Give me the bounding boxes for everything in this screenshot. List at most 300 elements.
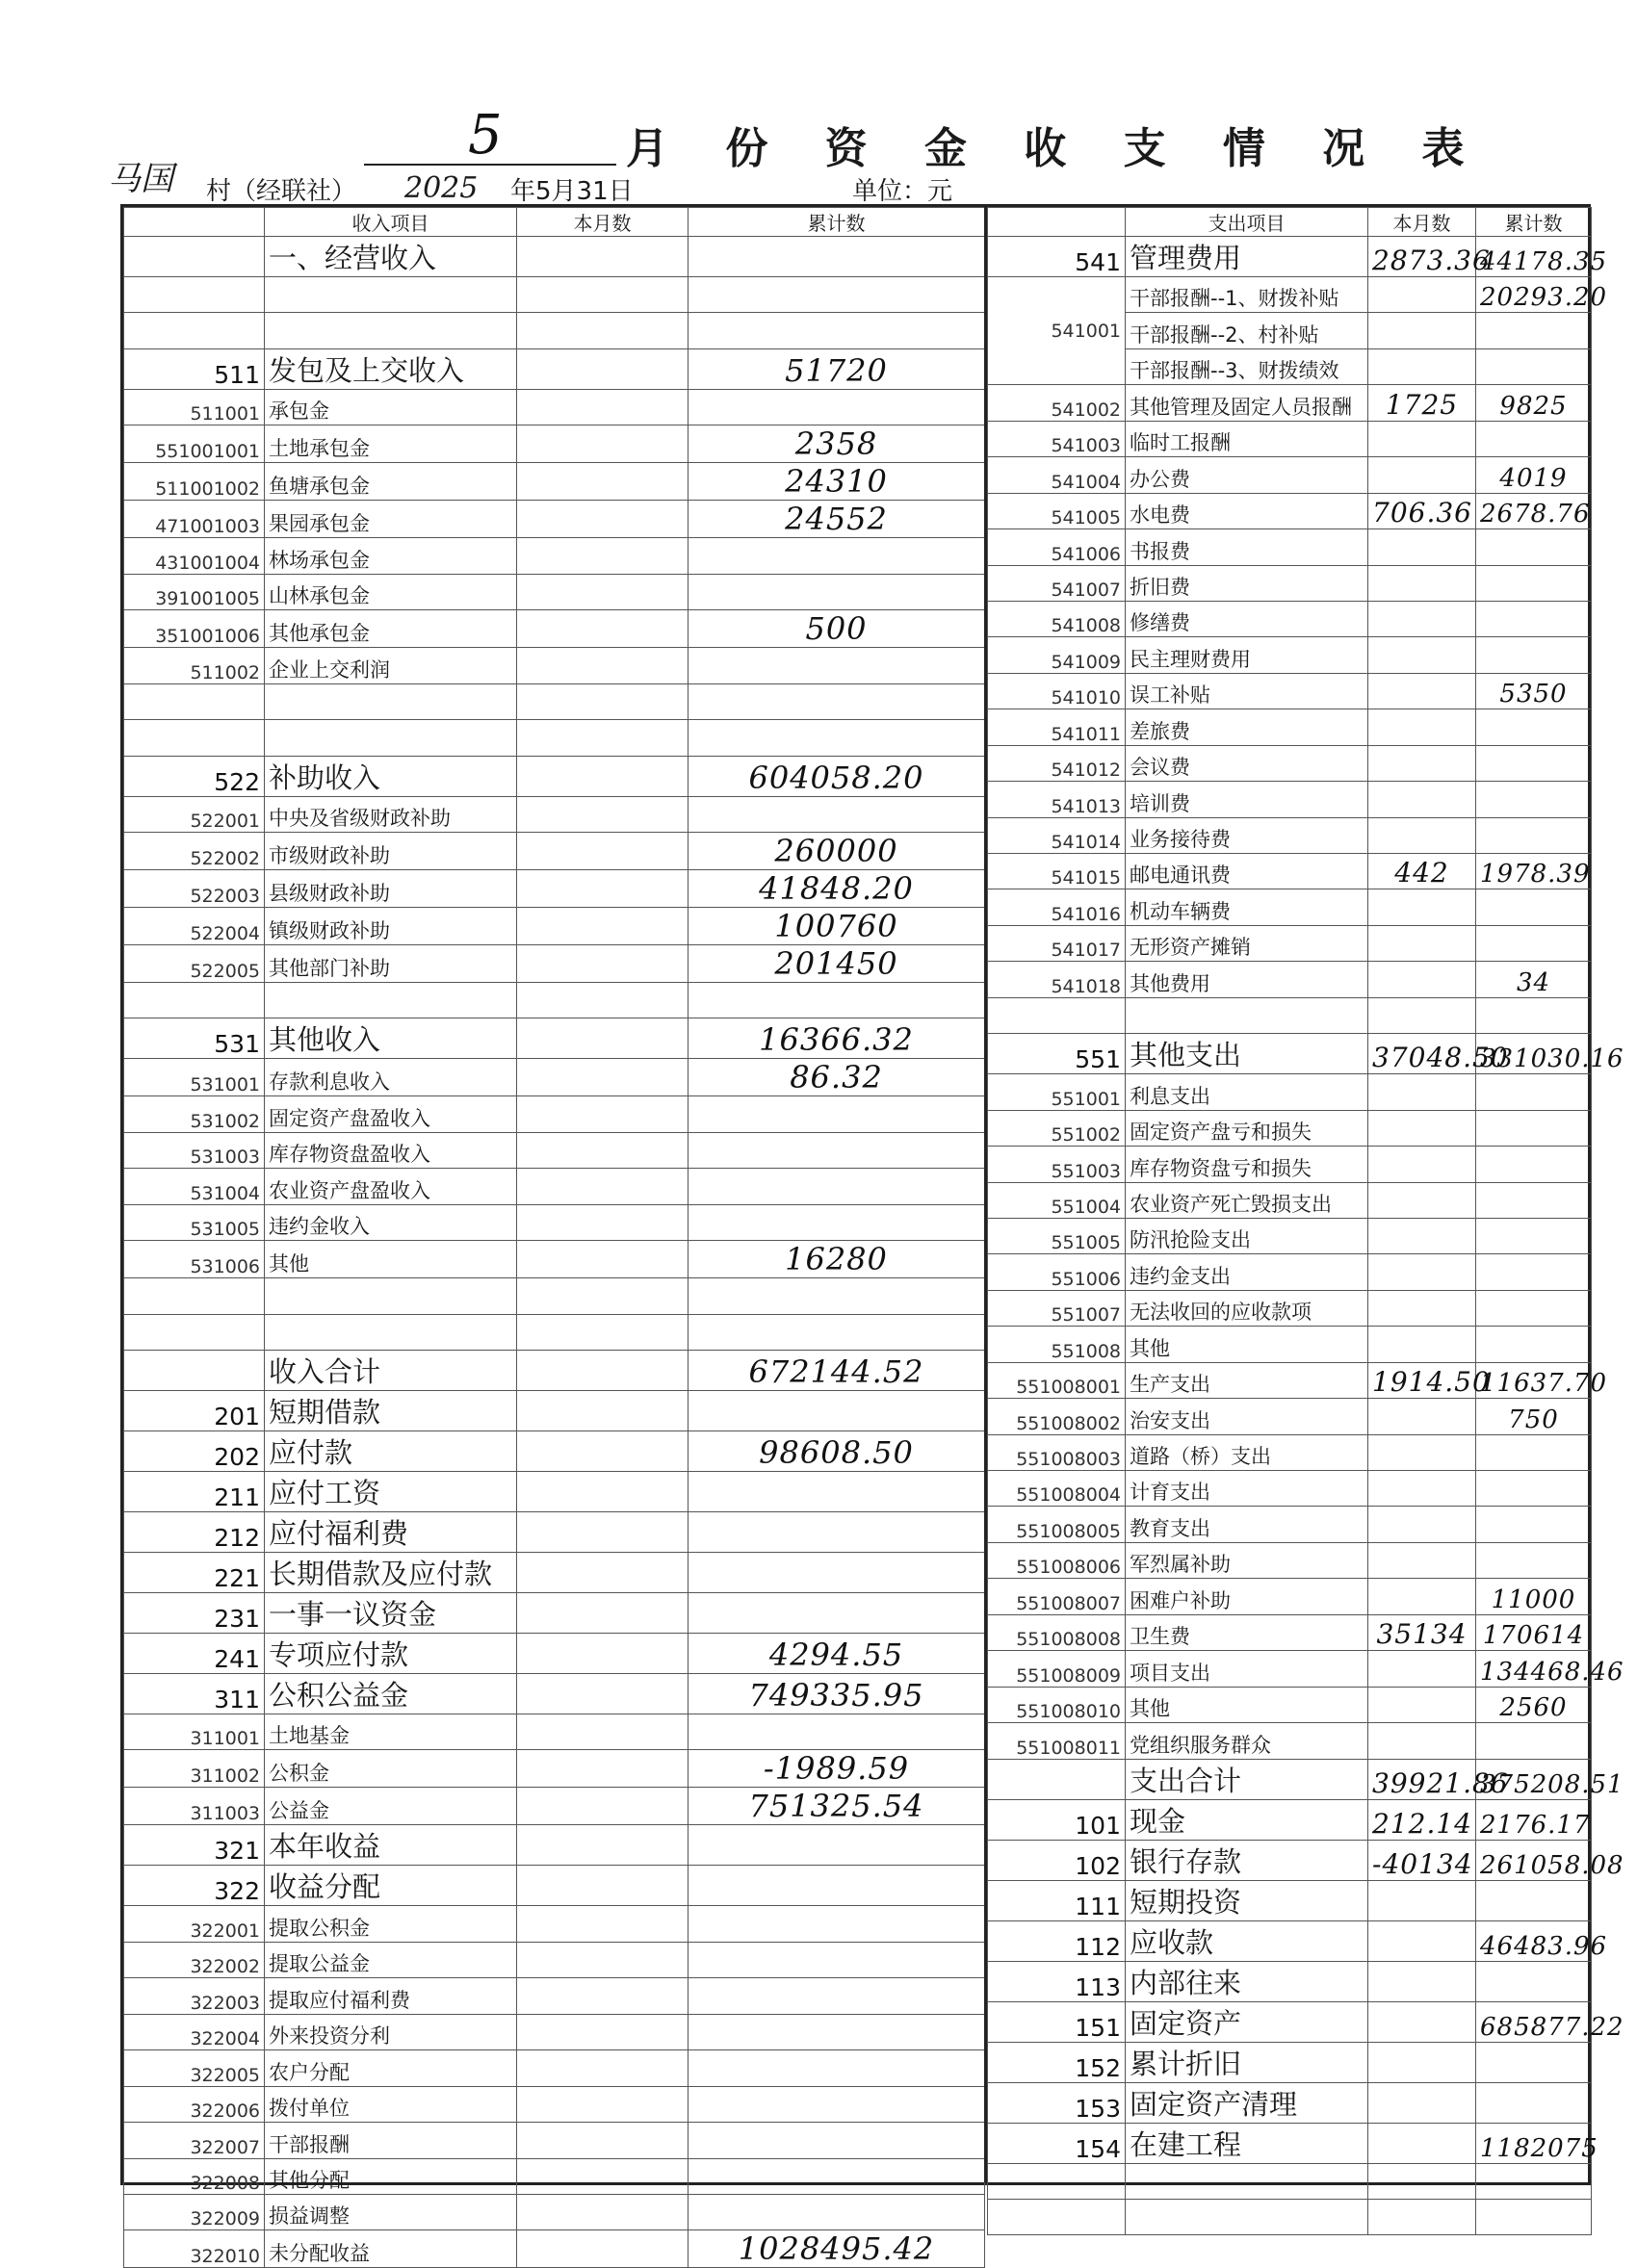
income-total-value: 41848.20 xyxy=(689,869,985,907)
income-item-name: 其他 xyxy=(265,1241,517,1278)
expense-total-value xyxy=(1476,1182,1592,1218)
expense-month-value xyxy=(1368,1961,1476,2001)
income-item-name: 一、经营收入 xyxy=(265,237,517,277)
income-code: 351001006 xyxy=(124,610,265,648)
expense-code: 541016 xyxy=(988,889,1126,925)
expense-total-value xyxy=(1476,601,1592,636)
expense-month-value xyxy=(1368,962,1476,997)
expense-item-name: 农业资产死亡毁损支出 xyxy=(1126,1182,1368,1218)
income-total-value xyxy=(689,1169,985,1204)
expense-code: 551005 xyxy=(988,1218,1126,1253)
income-code: 511 xyxy=(124,348,265,389)
income-code: 531001 xyxy=(124,1059,265,1096)
income-row xyxy=(124,1472,985,1512)
expense-code: 153 xyxy=(988,2082,1126,2123)
income-month-value xyxy=(517,1866,689,1906)
expense-month-value xyxy=(1368,421,1476,456)
income-month-value xyxy=(517,1942,689,1977)
expense-total-value: 375208.51 xyxy=(1476,1759,1592,1799)
expense-total-value: 11000 xyxy=(1476,1579,1592,1614)
income-row xyxy=(124,2230,985,2268)
income-row xyxy=(124,610,985,648)
expense-row xyxy=(988,1362,1592,1398)
income-total-value: 100760 xyxy=(689,907,985,944)
expense-code: 541005 xyxy=(988,493,1126,528)
income-item-name: 本年收益 xyxy=(265,1825,517,1866)
income-item-name: 一事一议资金 xyxy=(265,1593,517,1634)
expense-code xyxy=(988,997,1126,1033)
village-label: 村（经联社） xyxy=(206,177,357,206)
income-total-value xyxy=(689,1132,985,1168)
expense-month-value xyxy=(1368,1399,1476,1434)
income-month-value xyxy=(517,982,689,1018)
expense-code: 551008 xyxy=(988,1327,1126,1362)
income-code: 322 xyxy=(124,1866,265,1906)
expense-row xyxy=(988,1399,1592,1434)
income-row xyxy=(124,1788,985,1825)
expense-month-value xyxy=(1368,745,1476,781)
expense-row xyxy=(988,782,1592,817)
income-month-value xyxy=(517,277,689,313)
income-total-value xyxy=(689,2158,985,2194)
expense-month-value xyxy=(1368,1110,1476,1146)
income-total-value: 16366.32 xyxy=(689,1018,985,1059)
income-month-value xyxy=(517,1431,689,1472)
expense-month-value: 2873.36 xyxy=(1368,237,1476,277)
expense-row xyxy=(988,1034,1592,1074)
income-month-value xyxy=(517,1750,689,1788)
expense-row xyxy=(988,1471,1592,1507)
income-item-name: 农户分配 xyxy=(265,2050,517,2086)
expense-code: 113 xyxy=(988,1961,1126,2001)
income-code: 241 xyxy=(124,1634,265,1674)
income-month-value xyxy=(517,1825,689,1866)
income-row xyxy=(124,574,985,609)
income-total-value: 51720 xyxy=(689,348,985,389)
income-code: 311 xyxy=(124,1674,265,1714)
expense-item-name: 水电费 xyxy=(1126,493,1368,528)
income-total-value: 500 xyxy=(689,610,985,648)
expense-total-value xyxy=(1476,1327,1592,1362)
income-total-value xyxy=(689,1978,985,2014)
income-row xyxy=(124,2050,985,2086)
income-code: 322008 xyxy=(124,2158,265,2194)
income-row xyxy=(124,2123,985,2158)
income-code: 531006 xyxy=(124,1241,265,1278)
expense-total-value: 5350 xyxy=(1476,673,1592,709)
expense-code: 551004 xyxy=(988,1182,1126,1218)
expense-code: 111 xyxy=(988,1880,1126,1920)
income-item-name xyxy=(265,982,517,1018)
income-total-value xyxy=(689,1593,985,1634)
expense-code xyxy=(988,1759,1126,1799)
income-total-value xyxy=(689,1314,985,1350)
expense-total-value xyxy=(1476,2042,1592,2082)
income-row xyxy=(124,796,985,832)
expense-total-value xyxy=(1476,1147,1592,1182)
expense-row xyxy=(988,1507,1592,1542)
expense-month-value xyxy=(1368,1880,1476,1920)
income-row xyxy=(124,1351,985,1391)
income-total-value: 672144.52 xyxy=(689,1351,985,1391)
expense-month-value: 39921.86 xyxy=(1368,1759,1476,1799)
income-month-value xyxy=(517,348,689,389)
income-code: 321 xyxy=(124,1825,265,1866)
expense-total-value: 685877.22 xyxy=(1476,2001,1592,2042)
expense-header-name: 支出项目 xyxy=(1126,208,1368,237)
income-total-value xyxy=(689,389,985,425)
income-month-value xyxy=(517,907,689,944)
income-total-value: -1989.59 xyxy=(689,1750,985,1788)
expense-row xyxy=(988,457,1592,493)
income-row xyxy=(124,1096,985,1132)
expense-total-value: 46483.96 xyxy=(1476,1920,1592,1961)
income-item-name: 公积金 xyxy=(265,1750,517,1788)
income-code: 322001 xyxy=(124,1906,265,1942)
expense-row xyxy=(988,277,1592,313)
income-month-value xyxy=(517,237,689,277)
income-item-name xyxy=(265,1314,517,1350)
income-item-name: 公益金 xyxy=(265,1788,517,1825)
expense-code: 551008006 xyxy=(988,1542,1126,1578)
expense-total-value xyxy=(1476,1254,1592,1290)
expense-row xyxy=(988,1290,1592,1326)
expense-month-value xyxy=(1368,348,1476,384)
expense-row xyxy=(988,529,1592,565)
expense-month-value xyxy=(1368,1471,1476,1507)
expense-item-name: 道路（桥）支出 xyxy=(1126,1434,1368,1470)
expense-month-value xyxy=(1368,1434,1476,1470)
expense-row xyxy=(988,1110,1592,1146)
income-item-name: 土地承包金 xyxy=(265,425,517,463)
income-row xyxy=(124,1059,985,1096)
expense-month-value xyxy=(1368,1507,1476,1542)
expense-item-name: 生产支出 xyxy=(1126,1362,1368,1398)
expense-month-value xyxy=(1368,2123,1476,2163)
income-header-row xyxy=(124,208,985,237)
expense-code: 551001 xyxy=(988,1074,1126,1110)
expense-code: 152 xyxy=(988,2042,1126,2082)
income-row xyxy=(124,1431,985,1472)
income-item-name xyxy=(265,277,517,313)
income-code: 431001004 xyxy=(124,538,265,574)
income-row xyxy=(124,648,985,683)
income-code: 522003 xyxy=(124,869,265,907)
income-month-value xyxy=(517,1059,689,1096)
income-item-name: 干部报酬 xyxy=(265,2123,517,2158)
income-total-value xyxy=(689,313,985,348)
month-handwritten: 5 xyxy=(468,104,503,167)
expense-total-value xyxy=(1476,1074,1592,1110)
income-total-value xyxy=(689,1512,985,1553)
expense-total-value xyxy=(1476,1542,1592,1578)
income-month-value xyxy=(517,1351,689,1391)
income-item-name: 土地基金 xyxy=(265,1714,517,1750)
expense-row xyxy=(988,1074,1592,1110)
expense-month-value xyxy=(1368,529,1476,565)
income-code: 522001 xyxy=(124,796,265,832)
income-item-name: 中央及省级财政补助 xyxy=(265,796,517,832)
income-row xyxy=(124,348,985,389)
income-row xyxy=(124,389,985,425)
income-code xyxy=(124,313,265,348)
expense-row xyxy=(988,1218,1592,1253)
unit-label: 单位：元 xyxy=(852,177,953,206)
income-header-blank xyxy=(124,208,265,237)
expense-code: 541008 xyxy=(988,601,1126,636)
expense-row xyxy=(988,709,1592,745)
income-total-value: 1028495.42 xyxy=(689,2230,985,2268)
income-month-value xyxy=(517,1634,689,1674)
income-row xyxy=(124,1512,985,1553)
expense-item-name xyxy=(1126,2163,1368,2199)
expense-row xyxy=(988,1434,1592,1470)
expense-row xyxy=(988,1542,1592,1578)
expense-code: 541 xyxy=(988,237,1126,277)
income-total-value: 86.32 xyxy=(689,1059,985,1096)
expense-code: 551006 xyxy=(988,1254,1126,1290)
expense-row xyxy=(988,2123,1592,2163)
expense-code xyxy=(988,2163,1126,2199)
expense-code: 551008002 xyxy=(988,1399,1126,1434)
income-total-value: 2358 xyxy=(689,425,985,463)
expense-item-name: 差旅费 xyxy=(1126,709,1368,745)
income-row xyxy=(124,1553,985,1593)
expense-row xyxy=(988,1614,1592,1650)
income-item-name: 收入合计 xyxy=(265,1351,517,1391)
income-month-value xyxy=(517,1132,689,1168)
income-total-value xyxy=(689,720,985,756)
income-item-name: 损益调整 xyxy=(265,2194,517,2229)
income-row xyxy=(124,1593,985,1634)
expense-code: 551008009 xyxy=(988,1651,1126,1687)
income-row xyxy=(124,1391,985,1431)
expense-code: 551008010 xyxy=(988,1687,1126,1722)
expense-row xyxy=(988,237,1592,277)
income-item-name: 果园承包金 xyxy=(265,501,517,538)
expense-item-name: 干部报酬--1、财拨补贴 xyxy=(1126,277,1368,313)
expense-row xyxy=(988,1327,1592,1362)
income-header-name: 收入项目 xyxy=(265,208,517,237)
income-item-name: 存款利息收入 xyxy=(265,1059,517,1096)
income-total-value: 24310 xyxy=(689,463,985,501)
expense-row xyxy=(988,2001,1592,2042)
expense-total-value: 170614 xyxy=(1476,1614,1592,1650)
expense-month-value xyxy=(1368,2001,1476,2042)
expense-code: 551003 xyxy=(988,1147,1126,1182)
expense-total-value xyxy=(1476,2082,1592,2123)
income-item-name: 发包及上交收入 xyxy=(265,348,517,389)
income-total-value xyxy=(689,796,985,832)
expense-item-name: 应收款 xyxy=(1126,1920,1368,1961)
expense-row xyxy=(988,745,1592,781)
expense-month-value: -40134 xyxy=(1368,1840,1476,1880)
income-total-value: 201450 xyxy=(689,944,985,982)
income-total-value xyxy=(689,277,985,313)
expense-code: 541004 xyxy=(988,457,1126,493)
expense-total-value xyxy=(1476,2199,1592,2234)
expense-item-name: 固定资产盘亏和损失 xyxy=(1126,1110,1368,1146)
income-month-value xyxy=(517,869,689,907)
expense-code: 541010 xyxy=(988,673,1126,709)
income-code: 551001001 xyxy=(124,425,265,463)
income-code: 391001005 xyxy=(124,574,265,609)
expense-row xyxy=(988,889,1592,925)
expense-total-value: 34 xyxy=(1476,962,1592,997)
income-row xyxy=(124,1866,985,1906)
expense-total-value xyxy=(1476,313,1592,348)
expense-table xyxy=(987,207,1624,2235)
expense-row xyxy=(988,493,1592,528)
income-month-value xyxy=(517,1906,689,1942)
income-code xyxy=(124,237,265,277)
income-row xyxy=(124,1169,985,1204)
income-row xyxy=(124,425,985,463)
expense-total-value xyxy=(1476,889,1592,925)
income-month-value xyxy=(517,313,689,348)
income-row xyxy=(124,463,985,501)
income-row xyxy=(124,1978,985,2014)
income-row xyxy=(124,501,985,538)
expense-row xyxy=(988,1579,1592,1614)
expense-row xyxy=(988,925,1592,961)
expense-item-name: 其他费用 xyxy=(1126,962,1368,997)
income-row xyxy=(124,313,985,348)
expense-item-name: 支出合计 xyxy=(1126,1759,1368,1799)
expense-row xyxy=(988,1880,1592,1920)
expense-month-value xyxy=(1368,1218,1476,1253)
expense-total-value xyxy=(1476,1218,1592,1253)
income-month-value xyxy=(517,1512,689,1553)
report-title: 月 份 资 金 收 支 情 况 表 xyxy=(626,124,1486,173)
expense-month-value xyxy=(1368,2082,1476,2123)
expense-row xyxy=(988,385,1592,421)
expense-month-value xyxy=(1368,817,1476,853)
expense-item-name: 邮电通讯费 xyxy=(1126,854,1368,889)
income-item-name: 补助收入 xyxy=(265,756,517,796)
expense-item-name: 固定资产清理 xyxy=(1126,2082,1368,2123)
expense-code: 102 xyxy=(988,1840,1126,1880)
income-code xyxy=(124,277,265,313)
income-code: 202 xyxy=(124,1431,265,1472)
expense-code: 551 xyxy=(988,1034,1126,1074)
expense-total-value: 2176.17 xyxy=(1476,1799,1592,1840)
expense-total-value: 1978.39 xyxy=(1476,854,1592,889)
income-code: 322004 xyxy=(124,2014,265,2049)
income-code: 322006 xyxy=(124,2086,265,2122)
income-row xyxy=(124,1714,985,1750)
expense-item-name: 修缮费 xyxy=(1126,601,1368,636)
expense-month-value xyxy=(1368,1327,1476,1362)
expense-month-value xyxy=(1368,782,1476,817)
expense-item-name: 项目支出 xyxy=(1126,1651,1368,1687)
expense-month-value xyxy=(1368,2042,1476,2082)
income-code: 511001002 xyxy=(124,463,265,501)
expense-header-total: 累计数 xyxy=(1476,208,1592,237)
expense-code: 551008003 xyxy=(988,1434,1126,1470)
income-total-value xyxy=(689,648,985,683)
expense-total-value: 2678.76 xyxy=(1476,493,1592,528)
expense-code: 541003 xyxy=(988,421,1126,456)
ledger-sheet xyxy=(120,204,1624,2268)
expense-item-name: 现金 xyxy=(1126,1799,1368,1840)
expense-month-value xyxy=(1368,997,1476,1033)
income-month-value xyxy=(517,2014,689,2049)
expense-code: 541011 xyxy=(988,709,1126,745)
expense-row xyxy=(988,2163,1592,2199)
income-code xyxy=(124,1351,265,1391)
expense-item-name: 内部往来 xyxy=(1126,1961,1368,2001)
income-total-value xyxy=(689,2014,985,2049)
income-month-value xyxy=(517,2158,689,2194)
expense-row xyxy=(988,1687,1592,1722)
expense-code: 541018 xyxy=(988,962,1126,997)
income-total-value xyxy=(689,237,985,277)
income-item-name: 应付福利费 xyxy=(265,1512,517,1553)
income-total-value xyxy=(689,2086,985,2122)
income-code: 322003 xyxy=(124,1978,265,2014)
expense-code: 541006 xyxy=(988,529,1126,565)
expense-row xyxy=(988,2199,1592,2234)
expense-total-value: 9825 xyxy=(1476,385,1592,421)
expense-item-name: 违约金支出 xyxy=(1126,1254,1368,1290)
income-item-name: 镇级财政补助 xyxy=(265,907,517,944)
expense-month-value xyxy=(1368,1723,1476,1759)
expense-code: 541013 xyxy=(988,782,1126,817)
expense-month-value xyxy=(1368,2163,1476,2199)
expense-month-value xyxy=(1368,2199,1476,2234)
income-month-value xyxy=(517,1788,689,1825)
income-code: 322007 xyxy=(124,2123,265,2158)
income-row xyxy=(124,944,985,982)
expense-item-name: 无形资产摊销 xyxy=(1126,925,1368,961)
expense-item-name: 党组织服务群众 xyxy=(1126,1723,1368,1759)
expense-total-value: 134468.46 xyxy=(1476,1651,1592,1687)
expense-item-name: 固定资产 xyxy=(1126,2001,1368,2042)
expense-row xyxy=(988,601,1592,636)
income-month-value xyxy=(517,1472,689,1512)
expense-total-value xyxy=(1476,1471,1592,1507)
income-item-name: 林场承包金 xyxy=(265,538,517,574)
income-item-name: 收益分配 xyxy=(265,1866,517,1906)
income-month-value xyxy=(517,683,689,719)
expense-row xyxy=(988,565,1592,601)
expense-total-value xyxy=(1476,421,1592,456)
income-row xyxy=(124,538,985,574)
income-row xyxy=(124,1204,985,1240)
expense-code: 551008007 xyxy=(988,1579,1126,1614)
income-code: 322002 xyxy=(124,1942,265,1977)
income-month-value xyxy=(517,1391,689,1431)
income-row xyxy=(124,720,985,756)
expense-month-value xyxy=(1368,1182,1476,1218)
expense-item-name: 书报费 xyxy=(1126,529,1368,565)
income-code xyxy=(124,1278,265,1314)
expense-total-value xyxy=(1476,925,1592,961)
income-month-value xyxy=(517,463,689,501)
expense-code: 551008001 xyxy=(988,1362,1126,1398)
income-month-value xyxy=(517,2230,689,2268)
expense-month-value xyxy=(1368,1290,1476,1326)
income-month-value xyxy=(517,1674,689,1714)
expense-item-name: 治安支出 xyxy=(1126,1399,1368,1434)
village-name-handwritten: 马国 xyxy=(108,160,173,198)
expense-item-name: 折旧费 xyxy=(1126,565,1368,601)
expense-item-name: 防汛抢险支出 xyxy=(1126,1218,1368,1253)
income-total-value xyxy=(689,1553,985,1593)
income-item-name: 拨付单位 xyxy=(265,2086,517,2122)
expense-total-value xyxy=(1476,1723,1592,1759)
